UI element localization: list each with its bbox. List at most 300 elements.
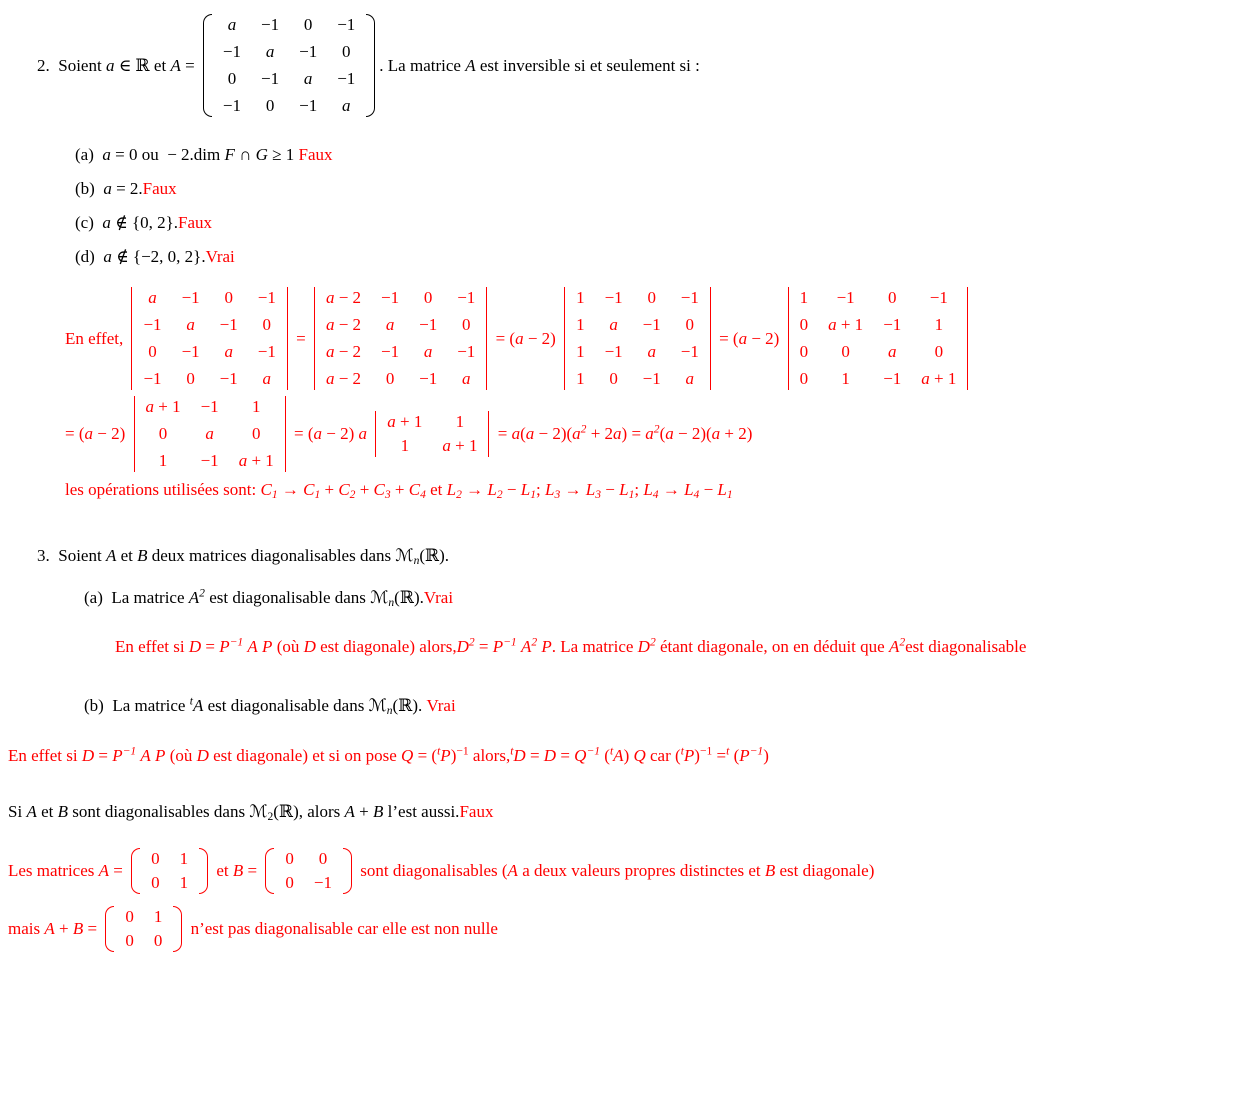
text-segment: n’est pas diagonalisable car elle est non nulle — [186, 919, 498, 939]
matrix-cell: −1 — [419, 315, 438, 334]
matrix-cell: −1 — [181, 342, 200, 361]
matrix-cell — [327, 95, 365, 117]
variable-a: a — [325, 369, 335, 388]
text-segment: a — [613, 424, 622, 443]
text-segment: A — [192, 696, 204, 716]
text-segment: ∈ ℝ et — [114, 55, 171, 75]
matrix-cell — [371, 314, 409, 336]
matrix-cell — [213, 14, 251, 36]
text-segment: − — [601, 480, 620, 499]
text-segment: $C_1$ — [260, 480, 278, 501]
text-segment: a — [102, 145, 111, 164]
variable-a: a — [205, 424, 214, 443]
text-segment: + 2) — [720, 424, 753, 443]
text-segment: $C_2$ — [338, 480, 356, 501]
text-segment: sont diagonalisables ( — [355, 861, 508, 881]
matrix-cell: a + 1 — [442, 436, 478, 455]
text-segment: $P^{-1}$ — [112, 745, 137, 766]
text-segment: ) — [763, 746, 769, 766]
text-segment: = — [243, 861, 262, 881]
text-segment: = ( — [65, 424, 85, 443]
text-segment: A — [170, 55, 181, 75]
text-segment: → — [658, 480, 685, 499]
verdict-text: Faux — [142, 179, 177, 198]
text-segment: est diagonale) et si on pose — [208, 746, 402, 766]
text-segment: étant diagonale, on en déduit que — [655, 637, 889, 656]
text-segment: − — [502, 480, 521, 499]
matrix-cell: −1 — [299, 42, 318, 61]
determinant-bar-left — [564, 287, 565, 390]
variable-a: a — [227, 15, 237, 34]
matrix-cell: −1 — [299, 96, 318, 115]
matrix-cell: −1 — [313, 873, 332, 893]
variable-a: a — [887, 342, 897, 361]
text-segment: a — [738, 328, 748, 348]
text-segment: A — [344, 802, 355, 822]
text-segment: + 2 — [586, 424, 614, 443]
text-segment: P — [155, 746, 166, 766]
text-segment: A — [26, 802, 37, 822]
text-segment: Les matrices — [8, 861, 99, 881]
matrix-cell: −1 — [222, 42, 242, 61]
matrix-cell: 1 — [158, 451, 168, 470]
text-segment: = 2. — [111, 179, 143, 198]
matrix-cell: −1 — [419, 369, 438, 388]
matrix-cell: 1 — [576, 315, 585, 334]
text-segment: est diagonalisable dans — [203, 696, 369, 716]
matrix-cell: 0 — [342, 42, 351, 61]
text-segment: $L_2$ — [487, 480, 503, 501]
matrix-cell — [191, 423, 229, 445]
text-segment: − 2) — [523, 328, 561, 348]
text-segment: t — [609, 745, 614, 758]
matrix-cell: 0 — [224, 288, 233, 307]
text-segment: (ℝ), alors — [273, 802, 345, 822]
matrix-cell: −1 — [680, 288, 699, 307]
text-segment: $C_1$ — [303, 480, 321, 501]
matrix-grid — [141, 848, 198, 894]
matrix-cell: 0 — [647, 288, 656, 307]
text-segment: a — [102, 213, 111, 232]
text-segment: $D^2$ — [456, 635, 475, 656]
text-segment: + — [320, 480, 339, 499]
counterexample-matrices-line — [8, 848, 1239, 894]
matrix-cell: 0 — [799, 315, 809, 334]
text-segment: → — [461, 480, 488, 499]
text-segment: = — [291, 328, 310, 348]
matrix-cell: 0 — [799, 369, 809, 388]
text-segment: $D^2$ — [637, 635, 656, 656]
matrix-cell: 1 — [799, 288, 809, 307]
question-3-choice-a — [84, 588, 1239, 608]
matrix-cell: 0 — [685, 315, 695, 334]
matrix-grid — [316, 287, 485, 390]
matrix-cell: 0 — [153, 931, 163, 951]
determinant-bar-left — [375, 411, 376, 457]
text-segment: = — [83, 919, 102, 939]
matrix-cell: 0 — [125, 931, 134, 951]
verdict-text: Faux — [178, 213, 213, 232]
text-segment: $P^{-1}$ — [219, 635, 244, 656]
paren-right — [173, 906, 182, 952]
question-2-proof-line-2 — [65, 396, 1239, 472]
matrix-cell: 1 — [576, 288, 585, 307]
matrix-cell — [595, 314, 633, 336]
determinant-6 — [375, 411, 489, 457]
matrix-cell: 1 — [251, 397, 261, 416]
text-segment: ℳ$_n$ — [368, 696, 393, 718]
text-segment: A — [105, 546, 117, 565]
text-segment: $A^2$ — [520, 635, 538, 656]
matrix-cell: −1 — [257, 342, 276, 361]
text-segment: mais — [8, 919, 45, 939]
text-segment: B — [764, 861, 776, 881]
determinant-bar-right — [486, 287, 487, 390]
text-segment: a — [711, 424, 721, 443]
matrix-cell: a − 2 — [325, 369, 362, 388]
text-segment: − 2) — [322, 424, 359, 443]
matrix-cell: 0 — [423, 288, 433, 307]
matrix-cell: 0 — [148, 342, 157, 361]
question-3a-explanation — [115, 634, 1235, 660]
determinant-bar-right — [285, 396, 286, 472]
paren-left — [105, 906, 114, 952]
text-segment: a — [105, 55, 115, 75]
question-3-sum-statement — [8, 802, 1239, 822]
matrix-cell: −1 — [836, 288, 855, 307]
verdict-text: Vrai — [426, 696, 456, 716]
question-3-statement — [37, 546, 1239, 566]
matrix-cell: 1 — [934, 315, 944, 334]
text-segment: + — [54, 919, 73, 939]
matrix-cell: a − 2 — [325, 315, 362, 334]
matrix-cell: 0 — [887, 288, 897, 307]
text-segment: Q — [401, 746, 414, 766]
text-segment: les opérations utilisées sont: — [65, 480, 261, 499]
text-segment: → — [560, 480, 586, 499]
text-segment: D — [543, 746, 557, 766]
text-segment: ) — [623, 746, 634, 766]
matrix-cell: −1 — [604, 342, 623, 361]
text-segment: ( — [600, 746, 610, 766]
matrix-cell: a + 1 — [828, 315, 864, 334]
matrix-A-plus-B — [105, 906, 182, 952]
text-segment: ∉ {−2, 0, 2}. — [111, 247, 206, 266]
matrix-cell: −1 — [381, 288, 400, 307]
determinant-bar-left — [788, 287, 789, 390]
text-segment: et — [425, 480, 447, 499]
matrix-cell: 0 — [151, 849, 160, 869]
variable-a: a — [262, 369, 272, 388]
matrix-cell: −1 — [143, 315, 162, 334]
determinant-1 — [131, 287, 287, 390]
matrix-cell — [447, 368, 485, 390]
text-segment: a — [515, 328, 524, 348]
text-segment: ℳ$_n$ — [395, 546, 420, 567]
text-segment — [367, 424, 371, 444]
text-segment: B — [57, 802, 68, 822]
text-segment: A — [247, 637, 258, 656]
text-segment: = ( — [714, 328, 739, 348]
text-segment: t — [726, 745, 730, 758]
text-segment: = — [556, 746, 575, 766]
matrix-cell: −1 — [929, 288, 948, 307]
matrix-grid — [377, 411, 487, 457]
matrix-cell: a + 1 — [238, 451, 274, 470]
text-segment: 3. Soient — [37, 546, 106, 565]
variable-a: a — [387, 412, 396, 431]
matrix-cell: 1 — [576, 369, 585, 388]
question-2-statement — [37, 14, 1239, 117]
text-segment: . La matrice — [379, 55, 466, 75]
matrix-cell: 0 — [285, 873, 294, 893]
text-segment: = — [94, 746, 113, 766]
variable-a: a — [462, 369, 471, 388]
matrix-cell: 1 — [841, 369, 850, 388]
text-segment: et — [212, 861, 233, 881]
matrix-cell — [248, 368, 286, 390]
variable-a: a — [442, 436, 451, 455]
matrix-cell: −1 — [381, 342, 400, 361]
matrix-cell: −1 — [143, 369, 162, 388]
text-segment: B — [232, 861, 244, 881]
text-segment: $L_1$ — [717, 480, 733, 501]
text-segment: $L_3$ — [585, 480, 601, 501]
matrix-cell — [133, 287, 171, 309]
matrix-cell: 0 — [265, 96, 275, 115]
matrix-cell: 0 — [385, 369, 395, 388]
variable-a: a — [423, 342, 433, 361]
matrix-cell — [210, 341, 248, 363]
matrix-cell: −1 — [261, 69, 280, 88]
matrix-cell: −1 — [219, 369, 238, 388]
text-segment: car ( — [645, 746, 681, 766]
variable-a: a — [647, 342, 656, 361]
text-segment: + — [355, 480, 374, 499]
question-2-choice-a — [75, 145, 1239, 165]
matrix-cell: −1 — [604, 288, 623, 307]
variable-a: a — [325, 288, 335, 307]
text-segment: − 2) — [747, 328, 784, 348]
matrix-cell: −1 — [457, 288, 476, 307]
matrix-B-example — [265, 848, 352, 894]
matrix-cell: −1 — [642, 315, 661, 334]
matrix-cell: 1 — [400, 436, 410, 455]
paren-left — [203, 14, 212, 117]
matrix-A-definition — [203, 14, 375, 117]
text-segment: (ℝ). — [392, 696, 427, 716]
text-segment: En effet, — [65, 328, 128, 348]
text-segment: est diagonalisable — [905, 637, 1027, 656]
variable-a: a — [685, 369, 695, 388]
text-segment: D — [188, 637, 202, 656]
text-segment: = 0 ou − 2.dim — [110, 145, 225, 164]
question-2-choice-c — [75, 213, 1239, 233]
text-segment: $A^2$ — [888, 635, 906, 656]
determinant-2 — [314, 287, 487, 390]
variable-a: a — [303, 69, 313, 88]
text-segment: $P^{-1}$ — [739, 745, 764, 766]
variable-a: a — [325, 315, 335, 334]
text-segment: − 2)( — [673, 424, 712, 443]
matrix-cell: a + 1 — [921, 369, 957, 388]
text-segment: G — [255, 145, 268, 164]
variable-a: a — [145, 397, 154, 416]
text-segment: D — [513, 746, 526, 766]
matrix-cell: a − 2 — [325, 288, 362, 307]
text-segment: (ℝ). — [419, 546, 450, 565]
text-segment: D — [303, 637, 316, 656]
text-segment: D — [81, 746, 95, 766]
matrix-cell: −1 — [883, 315, 902, 334]
text-segment: a — [313, 424, 323, 443]
text-segment: − 2)( — [534, 424, 573, 443]
matrix-cell: 1 — [179, 873, 189, 893]
text-segment: = — [201, 637, 220, 656]
text-segment: A — [465, 55, 476, 75]
text-segment: a — [84, 424, 93, 443]
text-segment: et — [36, 802, 58, 822]
text-segment: (b) — [75, 179, 104, 198]
matrix-cell — [251, 41, 289, 63]
text-segment: = — [712, 746, 727, 766]
matrix-cell: 1 — [153, 907, 163, 927]
text-segment: . La matrice — [551, 637, 638, 656]
matrix-cell — [633, 341, 671, 363]
determinant-bar-right — [710, 287, 711, 390]
text-segment: + — [390, 480, 409, 499]
text-segment: alors, — [468, 746, 511, 766]
matrix-cell: 0 — [151, 873, 160, 893]
determinant-bar-left — [131, 287, 132, 390]
matrix-grid — [136, 396, 284, 472]
matrix-cell: −1 — [261, 15, 280, 34]
text-segment: (b) La matrice — [84, 696, 190, 716]
matrix-cell: 0 — [285, 849, 294, 869]
text-segment: A — [140, 746, 151, 766]
text-segment: En effet si — [8, 746, 82, 766]
matrix-cell: −1 — [883, 369, 902, 388]
text-segment: a — [103, 179, 112, 198]
question-2-operations-note — [65, 480, 1239, 500]
text-segment: ( — [729, 746, 740, 766]
paren-left — [265, 848, 274, 894]
variable-a: a — [224, 342, 233, 361]
text-segment: l’est aussi. — [383, 802, 460, 822]
question-3b-explanation — [8, 746, 1239, 766]
text-segment: )$^{-1}$ — [450, 745, 469, 766]
text-segment: (a) La matrice — [84, 588, 189, 607]
text-segment: F — [224, 145, 235, 164]
matrix-grid — [566, 287, 709, 390]
text-segment: a — [511, 424, 521, 443]
matrix-cell: 0 — [799, 342, 809, 361]
text-segment: P — [262, 637, 273, 656]
verdict-text: Faux — [298, 145, 333, 164]
matrix-A-example — [131, 848, 208, 894]
text-segment: $L_4$ — [643, 480, 659, 501]
text-segment: $L_1$ — [520, 480, 537, 501]
matrix-cell: −1 — [457, 342, 476, 361]
counterexample-sum-line — [8, 906, 1239, 952]
text-segment: ∉ {0, 2}. — [110, 213, 179, 232]
variable-a: a — [342, 96, 351, 115]
text-segment: = ( — [491, 328, 516, 348]
text-segment: = — [493, 424, 512, 443]
matrix-cell: −1 — [257, 288, 276, 307]
text-segment: $Q^{-1}$ — [574, 745, 601, 766]
text-segment: t — [680, 745, 684, 758]
text-segment: $L_3$ — [545, 480, 561, 501]
paren-left — [131, 848, 140, 894]
text-segment: (ℝ). — [394, 588, 424, 607]
matrix-grid — [115, 906, 172, 952]
matrix-cell: 0 — [262, 315, 272, 334]
text-segment: Q — [633, 746, 646, 766]
text-segment: deux matrices diagonalisables dans — [147, 546, 396, 565]
text-segment: ℳ$_2$ — [249, 802, 274, 824]
matrix-cell: −1 — [200, 397, 219, 416]
text-segment: (où — [165, 746, 197, 766]
verdict-text: Vrai — [423, 588, 454, 607]
question-2-proof-line-1 — [65, 287, 1239, 390]
text-segment: 2. Soient — [37, 55, 106, 75]
text-segment: + — [354, 802, 374, 822]
matrix-cell: 0 — [462, 315, 471, 334]
matrix-grid — [275, 848, 342, 894]
text-segment: P — [440, 746, 451, 766]
variable-a: a — [186, 315, 195, 334]
variable-a: a — [148, 288, 157, 307]
matrix-cell — [409, 341, 447, 363]
text-segment: est diagonalisable dans — [204, 588, 371, 607]
matrix-grid — [133, 287, 285, 390]
matrix-cell: −1 — [680, 342, 699, 361]
text-segment: a — [665, 424, 674, 443]
text-segment: ) = — [621, 424, 646, 443]
matrix-cell — [873, 341, 911, 363]
variable-a: a — [385, 315, 395, 334]
text-segment: = — [474, 637, 493, 656]
text-segment: P — [683, 746, 695, 766]
matrix-cell: 0 — [841, 342, 850, 361]
text-segment: = — [109, 861, 128, 881]
text-segment: A — [613, 746, 624, 766]
verdict-text: Faux — [459, 802, 494, 822]
text-segment: et — [116, 546, 138, 565]
variable-a: a — [238, 451, 248, 470]
text-segment: a — [525, 424, 535, 443]
matrix-cell: a − 2 — [325, 342, 362, 361]
matrix-cell: −1 — [181, 288, 200, 307]
matrix-cell: 0 — [251, 424, 261, 443]
text-segment: a — [103, 247, 112, 266]
determinant-bar-left — [134, 396, 135, 472]
text-segment: = — [525, 746, 544, 766]
text-segment: A — [44, 919, 55, 939]
matrix-cell: 1 — [576, 342, 585, 361]
matrix-cell: −1 — [337, 69, 356, 88]
text-segment: (c) — [75, 213, 103, 232]
text-segment: t — [437, 745, 441, 758]
text-segment: ; — [536, 480, 545, 499]
matrix-cell: −1 — [337, 15, 356, 34]
text-segment: (a) — [75, 145, 103, 164]
matrix-grid — [213, 14, 365, 117]
text-segment: En effet si — [115, 637, 189, 656]
determinant-5 — [134, 396, 286, 472]
paren-right — [366, 14, 375, 117]
